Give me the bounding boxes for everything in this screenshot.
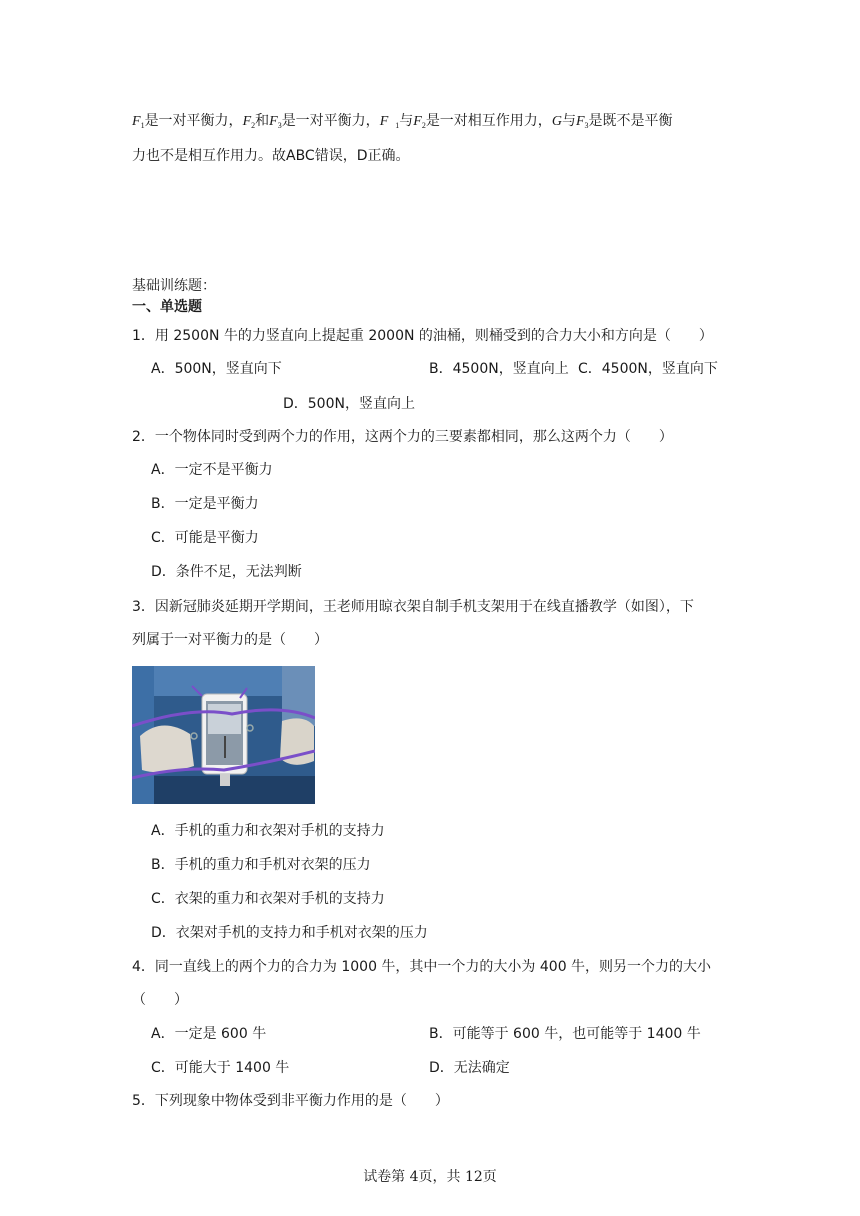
- q3-option-c: C．衣架的重力和衣架对手机的支持力: [151, 891, 385, 907]
- solution-text: 是既不是平衡: [588, 113, 673, 129]
- q4-option-b: B．可能等于 600 牛，也可能等于 1400 牛: [429, 1026, 701, 1042]
- q2-option-a: A．一定不是平衡力: [151, 462, 273, 478]
- q2-option-d: D．条件不足，无法判断: [151, 564, 302, 580]
- force-f2: $F_2$: [242, 114, 256, 130]
- page-footer: 试卷第 4页，共 12页: [363, 1169, 497, 1185]
- q2-option-c: C．可能是平衡力: [151, 530, 259, 546]
- force-f2: $F_2$: [413, 114, 426, 130]
- q1-option-a: A．500N，竖直向下: [151, 361, 282, 377]
- phone-holder-illustration: [132, 666, 315, 804]
- question-4-stem-line-2: （ ）: [132, 992, 188, 1008]
- solution-line-2: 力也不是相互作用力。故ABC错误，D正确。: [132, 148, 410, 164]
- solution-text: 与: [399, 113, 414, 129]
- q3-option-a: A．手机的重力和衣架对手机的支持力: [151, 823, 385, 839]
- solution-text: 和: [255, 113, 270, 129]
- q4-option-d: D．无法确定: [429, 1060, 510, 1076]
- q3-option-d: D．衣架对手机的支持力和手机对衣架的压力: [151, 925, 428, 941]
- section-heading: 一、单选题: [132, 299, 202, 315]
- q1-option-c: C．4500N，竖直向下: [578, 361, 718, 377]
- q1-option-d: D．500N，竖直向上: [283, 396, 415, 412]
- question-3-stem-line-2: 列属于一对平衡力的是（ ）: [132, 632, 328, 648]
- q4-option-a: A．一定是 600 牛: [151, 1026, 267, 1042]
- question-3-stem-line-1: 3．因新冠肺炎延期开学期间，王老师用晾衣架自制手机支架用于在线直播教学（如图），下: [132, 599, 694, 615]
- force-f1: F $_1$: [379, 114, 400, 130]
- question-2-stem: 2．一个物体同时受到两个力的作用，这两个力的三要素都相同，那么这两个力（ ）: [132, 429, 673, 445]
- force-f3: $F_3$: [575, 114, 589, 130]
- solution-line-1: [132, 111, 673, 136]
- section-label: 基础训练题：: [132, 278, 216, 294]
- solution-text: 是一对相互作用力，: [425, 113, 552, 129]
- solution-text: 是一对平衡力，: [144, 113, 243, 129]
- q1-option-b: B．4500N，竖直向上: [429, 361, 569, 377]
- force-g: G: [551, 114, 562, 129]
- q3-option-b: B．手机的重力和手机对衣架的压力: [151, 857, 371, 873]
- force-f3: $F_3$: [269, 114, 282, 130]
- solution-text: 是一对平衡力，: [281, 113, 380, 129]
- force-f1: $F_1$: [132, 114, 145, 130]
- phone-holder-photo: [132, 666, 315, 804]
- question-1-stem: 1．用 2500N 牛的力竖直向上提起重 2000N 的油桶，则桶受到的合力大小和方向是（ ）: [132, 328, 713, 344]
- question-4-stem-line-1: 4．同一直线上的两个力的合力为 1000 牛，其中一个力的大小为 400 牛，则另一个力的大小: [132, 959, 712, 975]
- q4-option-c: C．可能大于 1400 牛: [151, 1060, 290, 1076]
- solution-text: 与: [561, 113, 576, 129]
- q2-option-b: B．一定是平衡力: [151, 496, 259, 512]
- question-5-stem: 5．下列现象中物体受到非平衡力作用的是（ ）: [132, 1093, 449, 1109]
